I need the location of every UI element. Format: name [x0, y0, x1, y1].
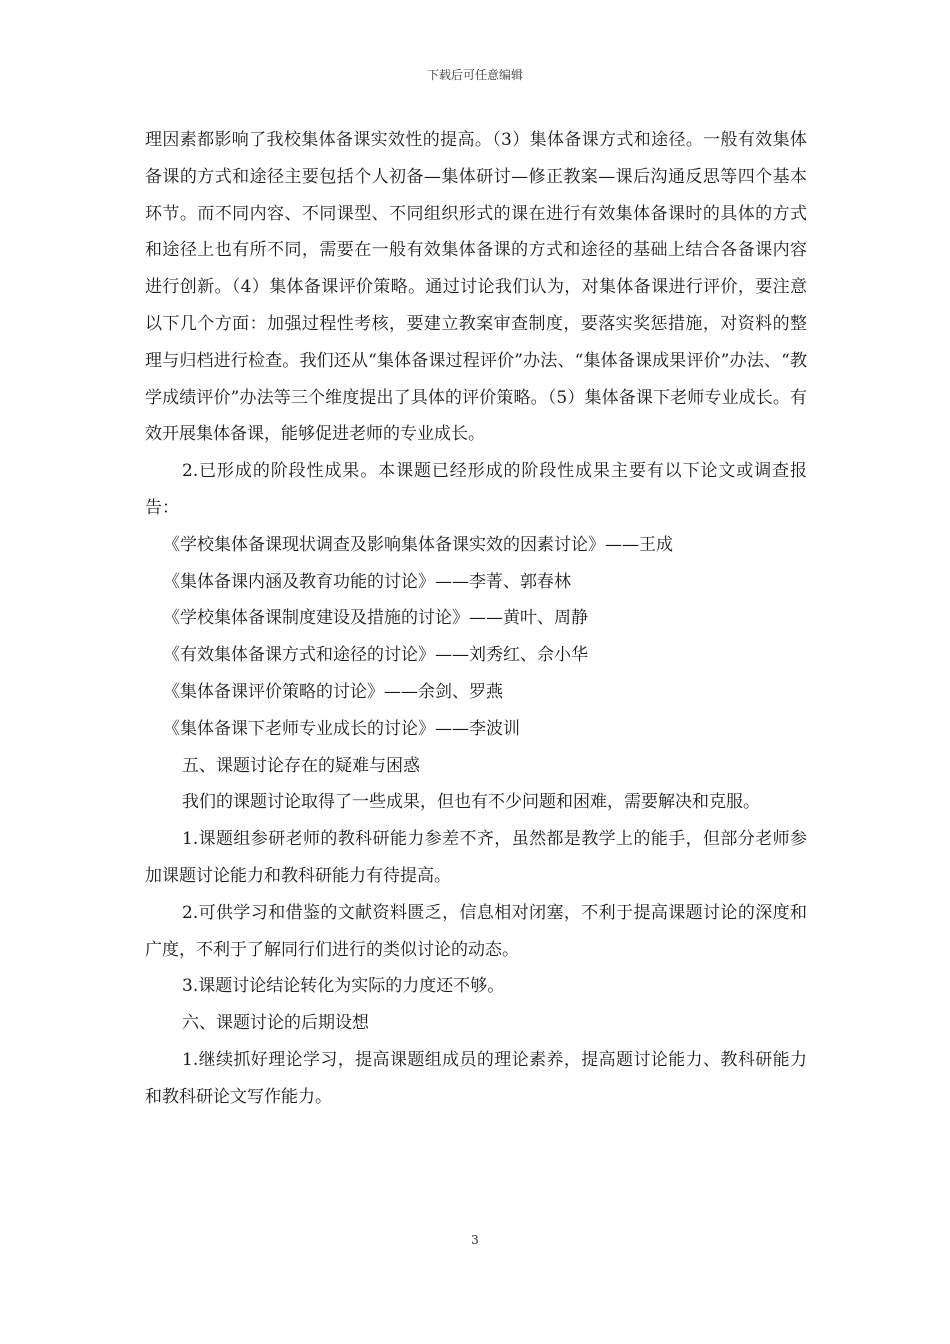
paragraph-evaluation-strategies: 理因素都影响了我校集体备课实效性的提高。（3）集体备课方式和途径。一般有效集体备课的方式和途径主要包括个人初备—集体研讨—修正教案—课后沟通反思等四个基本环节。而不同内容、不同课型、不同组织形式的课在进行有效集体备课时的具体的方式和途径上也有所不同，需要在一般有效集体备课的方式和途径的基础上结合各备课内容进行创新。（4）集体备课评价策略。通过讨论我们认为，对集体备课进行评价，要注意以下几个方面：加强过程性考核，要建立教案审查制度，要落实奖惩措施，对资料的整理与归档进行检查。我们还从“集体备课过程评价”办法、“集体备课成果评价”办法、“教学成绩评价”办法等三个维度提出了具体的评价策略。（5）集体备课下老师专业成长。有效开展集体备课，能够促进老师的专业成长。 — [145, 130, 807, 445]
paragraph-plan-1: 1.继续抓好理论学习，提高课题组成员的理论素养，提高题讨论能力、教科研能力和教科研论文写作能力。 — [145, 1049, 807, 1107]
section-heading-future-plans: 六、课题讨论的后期设想 — [182, 1013, 369, 1034]
paragraph-difficulty-3: 3.课题讨论结论转化为实际的力度还不够。 — [182, 976, 505, 997]
list-item-paper: 《有效集体备课方式和途径的讨论》——刘秀红、佘小华 — [163, 645, 588, 666]
document-body — [145, 122, 807, 1116]
list-item-paper: 《集体备课下老师专业成长的讨论》——李波训 — [163, 718, 520, 739]
list-item-paper: 《集体备课内涵及教育功能的讨论》——李菁、郭春林 — [163, 571, 571, 592]
paragraph-difficulty-1: 1.课题组参研老师的教科研能力参差不齐，虽然都是教学上的能手，但部分老师参加课题讨论能力和教科研能力有待提高。 — [145, 829, 807, 886]
section-heading-difficulties: 五、课题讨论存在的疑难与困惑 — [182, 755, 420, 776]
list-item-paper: 《学校集体备课制度建设及措施的讨论》——黄叶、周静 — [163, 608, 588, 629]
page-number: 3 — [471, 1233, 479, 1247]
list-item-paper: 《集体备课评价策略的讨论》——余剑、罗燕 — [163, 681, 503, 702]
paragraph-difficulties-intro: 我们的课题讨论取得了一些成果，但也有不少问题和困难，需要解决和克服。 — [182, 792, 760, 813]
paragraph-difficulty-2: 2.可供学习和借鉴的文献资料匮乏，信息相对闭塞，不利于提高课题讨论的深度和广度，不利于了解同行们进行的类似讨论的动态。 — [145, 902, 807, 960]
list-item-paper: 《学校集体备课现状调查及影响集体备课实效的因素讨论》——王成 — [163, 534, 673, 555]
paragraph-phase-results: 2.已形成的阶段性成果。本课题已经形成的阶段性成果主要有以下论文或调查报告： — [145, 461, 807, 518]
page-header: 下载后可任意编辑 — [426, 68, 523, 82]
